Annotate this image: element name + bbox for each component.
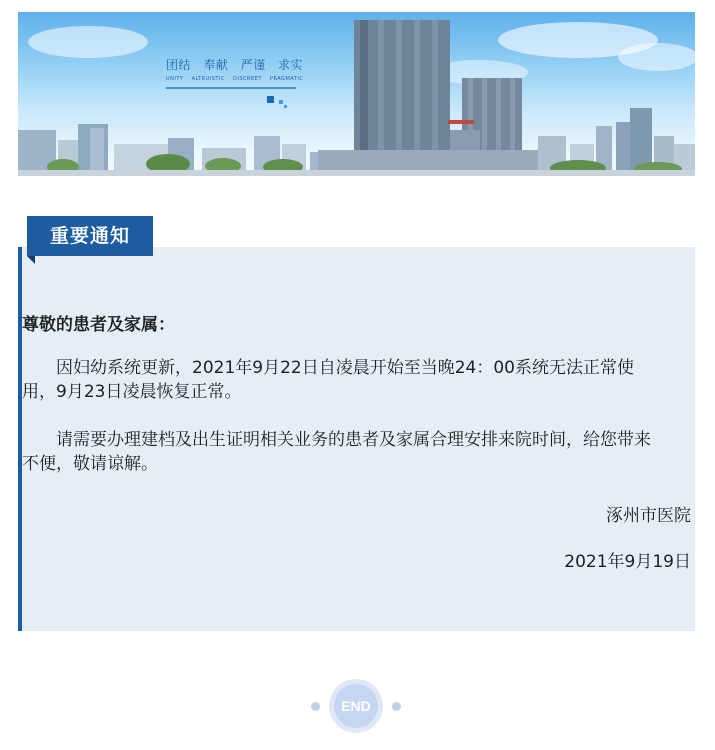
decor-square	[279, 100, 283, 104]
end-label: END	[334, 684, 378, 728]
hospital-skyline-illustration	[18, 12, 695, 176]
notice-paragraph: 因妇幼系统更新，2021年9月22日自凌晨开始至当晚24：00系统无法正常使用，9月23日凌晨恢复正常。	[22, 358, 634, 402]
slogan-word: 团结	[166, 58, 192, 72]
notice-tag: 重要通知	[27, 216, 153, 256]
header-banner	[18, 12, 695, 176]
slogan-word: 奉献	[203, 58, 229, 72]
end-marker	[0, 678, 715, 734]
hospital-slogan	[166, 56, 311, 89]
slogan-word-en: PRAGMATIC	[269, 76, 304, 82]
slogan-word: 求实	[278, 58, 304, 72]
notice-date: 2021年9月19日	[564, 552, 691, 572]
slogan-english	[166, 76, 311, 82]
notice-paragraph: 请需要办理建档及出生证明相关业务的患者及家属合理安排来院时间，给您带来不便，敬请谅解。	[22, 430, 651, 474]
end-left-dot	[311, 702, 320, 711]
decor-square	[284, 105, 287, 108]
end-badge	[329, 679, 383, 733]
notice-signature: 涿州市医院	[606, 506, 691, 526]
slogan-word-en: UNITY	[166, 76, 184, 82]
end-right-dot	[392, 702, 401, 711]
slogan-word-en: DISCREET	[233, 76, 262, 82]
slogan-word-en: ALTRUISTIC	[191, 76, 225, 82]
slogan-underline	[166, 87, 296, 89]
notice-greeting: 尊敬的患者及家属：	[22, 315, 175, 335]
decor-square	[267, 96, 274, 103]
slogan-word: 严谨	[240, 58, 266, 72]
slogan-chinese	[166, 56, 311, 73]
notice-tag-fold	[27, 256, 35, 264]
